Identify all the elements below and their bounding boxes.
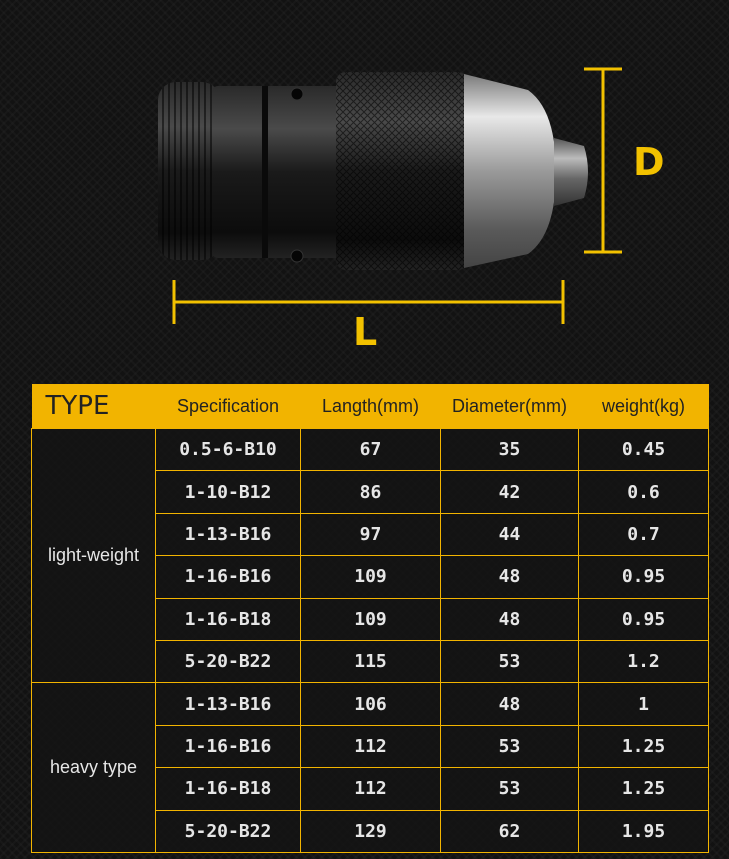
chuck-body: [212, 86, 352, 258]
header-type: TYPE: [32, 384, 156, 429]
spec-table: [31, 384, 709, 853]
jaw-tip: [554, 138, 588, 206]
cell-diameter: 53: [441, 768, 579, 810]
group-light-weight: light-weight: [32, 429, 156, 683]
cell-length: 115: [301, 640, 441, 682]
cell-length: 86: [301, 471, 441, 513]
cell-spec: 0.5-6-B10: [156, 429, 301, 471]
table-header-row: [32, 384, 709, 429]
cell-spec: 1-13-B16: [156, 513, 301, 555]
dimension-d-marker: [584, 69, 622, 252]
cell-length: 109: [301, 598, 441, 640]
cell-spec: 5-20-B22: [156, 640, 301, 682]
knurled-sleeve: [336, 72, 468, 270]
cell-diameter: 62: [441, 810, 579, 852]
cell-diameter: 53: [441, 640, 579, 682]
cell-length: 129: [301, 810, 441, 852]
header-length: Langth(mm): [301, 384, 441, 429]
cell-weight: 0.45: [579, 429, 709, 471]
header-weight: weight(kg): [579, 384, 709, 429]
cell-diameter: 48: [441, 683, 579, 725]
cell-spec: 1-16-B18: [156, 598, 301, 640]
cell-length: 109: [301, 556, 441, 598]
cell-diameter: 53: [441, 725, 579, 767]
table-row: [32, 429, 709, 471]
cell-weight: 0.95: [579, 556, 709, 598]
cell-length: 112: [301, 768, 441, 810]
table-row: [32, 683, 709, 725]
cell-weight: 1.25: [579, 725, 709, 767]
cell-weight: 1.25: [579, 768, 709, 810]
cell-diameter: 44: [441, 513, 579, 555]
cell-spec: 1-13-B16: [156, 683, 301, 725]
header-diameter: Diameter(mm): [441, 384, 579, 429]
cell-weight: 0.95: [579, 598, 709, 640]
rear-ring: [158, 82, 220, 260]
cell-length: 106: [301, 683, 441, 725]
cell-diameter: 42: [441, 471, 579, 513]
dimension-l-label: L: [353, 310, 378, 354]
cell-length: 112: [301, 725, 441, 767]
cell-spec: 1-16-B18: [156, 768, 301, 810]
cell-spec: 1-16-B16: [156, 556, 301, 598]
cell-spec: 1-16-B16: [156, 725, 301, 767]
group-heavy-type: heavy type: [32, 683, 156, 853]
cell-length: 67: [301, 429, 441, 471]
cell-length: 97: [301, 513, 441, 555]
cell-diameter: 48: [441, 556, 579, 598]
cell-diameter: 35: [441, 429, 579, 471]
cell-weight: 0.6: [579, 471, 709, 513]
cell-weight: 1.2: [579, 640, 709, 682]
nose-cone: [464, 74, 556, 268]
cell-spec: 1-10-B12: [156, 471, 301, 513]
cell-weight: 1.95: [579, 810, 709, 852]
cell-weight: 1: [579, 683, 709, 725]
cell-weight: 0.7: [579, 513, 709, 555]
cell-diameter: 48: [441, 598, 579, 640]
cell-spec: 5-20-B22: [156, 810, 301, 852]
header-spec: Specification: [156, 384, 301, 429]
dimension-d-label: D: [633, 140, 665, 184]
